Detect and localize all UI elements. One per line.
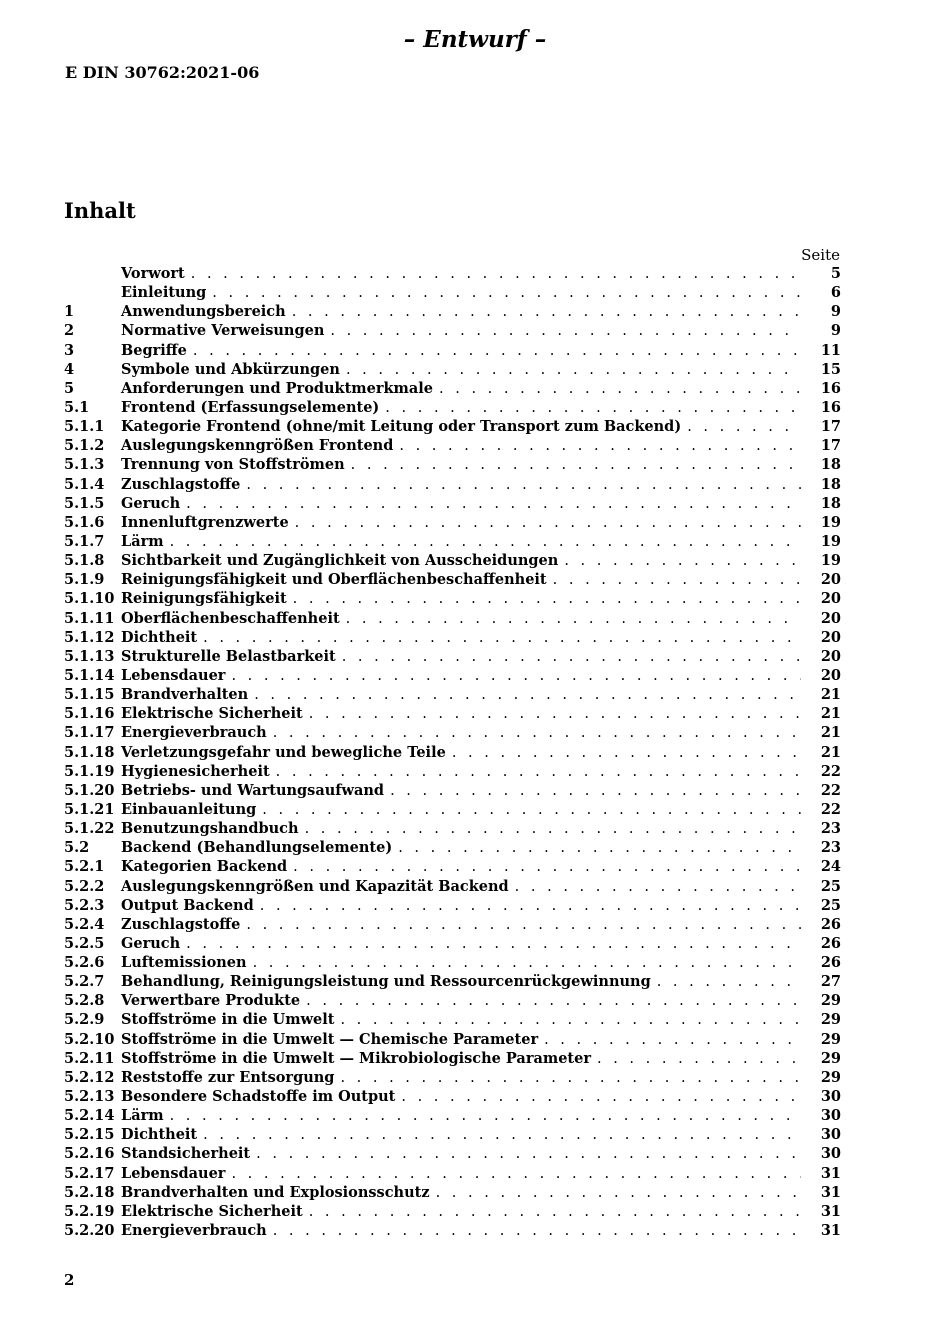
toc-entry-title: Output Backend — [121, 896, 254, 914]
toc-entry[interactable] — [64, 782, 841, 801]
dot-leader — [246, 917, 801, 933]
toc-entry-page: 20 — [820, 647, 841, 665]
toc-entry-title: Dichtheit — [121, 1126, 198, 1144]
dot-leader — [346, 611, 801, 627]
dot-leader — [170, 534, 801, 550]
toc-entry-page: 17 — [820, 418, 841, 436]
toc-entry[interactable] — [64, 418, 841, 437]
toc-entry-page: 26 — [820, 934, 841, 952]
toc-entry[interactable] — [64, 954, 841, 973]
toc-entry-page: 29 — [820, 1068, 841, 1086]
dot-leader — [342, 649, 801, 665]
dot-leader — [340, 1012, 801, 1028]
toc-entry-number: 5.1.7 — [64, 532, 105, 550]
dot-leader — [398, 840, 801, 856]
toc-entry-title: Auslegungskenngrößen und Kapazität Backend — [121, 877, 509, 895]
toc-entry-number: 5.2.10 — [64, 1030, 115, 1048]
dot-leader — [564, 553, 801, 569]
toc-entry-page: 31 — [820, 1183, 841, 1201]
toc-entry[interactable] — [64, 380, 841, 399]
toc-entry[interactable] — [64, 1088, 841, 1107]
dot-leader — [515, 879, 801, 895]
toc-entry-number: 5.2.4 — [64, 915, 105, 933]
dot-leader — [262, 802, 801, 818]
dot-leader — [295, 515, 801, 531]
table-of-contents — [64, 265, 841, 1241]
toc-entry[interactable] — [64, 533, 841, 552]
toc-entry-title: Hygienesicherheit — [121, 762, 270, 780]
toc-entry[interactable] — [64, 284, 841, 303]
toc-entry-page: 29 — [820, 1011, 841, 1029]
toc-entry[interactable] — [64, 992, 841, 1011]
toc-entry-number: 5.2.11 — [64, 1049, 115, 1067]
toc-entry-title: Einbauanleitung — [121, 800, 257, 818]
toc-entry-number: 5.1.19 — [64, 762, 115, 780]
toc-entry-title: Luftemissionen — [121, 954, 247, 972]
toc-entry-title: Reststoffe zur Entsorgung — [121, 1068, 335, 1086]
toc-entry-title: Stoffströme in die Umwelt — [121, 1011, 335, 1029]
toc-entry-number: 5.1.5 — [64, 494, 105, 512]
toc-entry[interactable] — [64, 820, 841, 839]
dot-leader — [191, 266, 801, 282]
toc-entry-page: 19 — [820, 532, 841, 550]
toc-entry[interactable] — [64, 437, 841, 456]
toc-entry-page: 30 — [820, 1126, 841, 1144]
toc-entry-title: Kategorien Backend — [121, 858, 288, 876]
dot-leader — [193, 343, 801, 359]
toc-entry-title: Brandverhalten — [121, 686, 249, 704]
toc-entry-title: Sichtbarkeit und Zugänglichkeit von Ausscheidungen — [121, 552, 559, 570]
toc-entry-number: 5.1.3 — [64, 456, 105, 474]
toc-entry-title: Verletzungsgefahr und bewegliche Teile — [121, 743, 446, 761]
toc-entry[interactable] — [64, 610, 841, 629]
toc-entry[interactable] — [64, 399, 841, 418]
toc-entry-page: 16 — [820, 398, 841, 416]
toc-entry-title: Anwendungsbereich — [121, 303, 286, 321]
toc-entry-title: Symbole und Abkürzungen — [121, 360, 340, 378]
toc-entry-title: Verwertbare Produkte — [121, 992, 301, 1010]
toc-entry-page: 20 — [820, 571, 841, 589]
dot-leader — [273, 1223, 801, 1239]
toc-entry-title: Elektrische Sicherheit — [121, 1202, 303, 1220]
toc-entry-page: 31 — [820, 1222, 841, 1240]
toc-entry-number: 5.1.10 — [64, 590, 115, 608]
toc-entry-page: 30 — [820, 1088, 841, 1106]
dot-leader — [436, 1185, 801, 1201]
dot-leader — [203, 1127, 801, 1143]
toc-entry-page: 26 — [820, 954, 841, 972]
dot-leader — [260, 898, 801, 914]
toc-entry[interactable] — [64, 1165, 841, 1184]
dot-leader — [385, 400, 801, 416]
toc-entry-number: 5.2.14 — [64, 1107, 115, 1125]
toc-entry-page: 16 — [820, 379, 841, 397]
dot-leader — [597, 1051, 801, 1067]
dot-leader — [293, 591, 801, 607]
toc-entry-title: Stoffströme in die Umwelt — Mikrobiologische Parameter — [121, 1049, 591, 1067]
dot-leader — [346, 362, 801, 378]
toc-entry-page: 20 — [820, 666, 841, 684]
dot-leader — [351, 457, 801, 473]
toc-entry[interactable] — [64, 1184, 841, 1203]
toc-entry[interactable] — [64, 476, 841, 495]
toc-entry-title: Brandverhalten und Explosionsschutz — [121, 1183, 430, 1201]
dot-leader — [186, 496, 801, 512]
toc-entry-number: 5.1.11 — [64, 609, 115, 627]
dot-leader — [231, 1166, 801, 1182]
toc-entry-title: Anforderungen und Produktmerkmale — [121, 379, 434, 397]
dot-leader — [390, 783, 801, 799]
dot-leader — [687, 419, 801, 435]
toc-entry-number: 5.2.12 — [64, 1068, 115, 1086]
toc-entry-page: 18 — [820, 475, 841, 493]
dot-leader — [544, 1032, 801, 1048]
toc-entry-title: Stoffströme in die Umwelt — Chemische Parameter — [121, 1030, 539, 1048]
toc-entry-number: 5.1.16 — [64, 705, 115, 723]
toc-entry-number: 4 — [64, 360, 75, 378]
toc-entry[interactable] — [64, 801, 841, 820]
toc-entry-number: 5.1.12 — [64, 628, 115, 646]
toc-entry-number: 5.1.17 — [64, 724, 115, 742]
toc-entry-page: 20 — [820, 590, 841, 608]
dot-leader — [657, 974, 801, 990]
toc-entry[interactable] — [64, 916, 841, 935]
toc-entry[interactable] — [64, 629, 841, 648]
dot-leader — [330, 323, 801, 339]
toc-entry-number: 5.2.20 — [64, 1222, 115, 1240]
toc-entry[interactable] — [64, 1031, 841, 1050]
toc-entry[interactable] — [64, 724, 841, 743]
toc-entry-number: 5.1.8 — [64, 552, 105, 570]
dot-leader — [246, 477, 801, 493]
toc-entry[interactable] — [64, 265, 841, 284]
toc-entry-title: Reinigungsfähigkeit — [121, 590, 287, 608]
toc-entry-number: 5.1.2 — [64, 437, 105, 455]
toc-entry-page: 11 — [820, 341, 841, 359]
toc-entry-page: 21 — [820, 686, 841, 704]
toc-entry-title: Besondere Schadstoffe im Output — [121, 1088, 396, 1106]
toc-entry[interactable] — [64, 495, 841, 514]
toc-entry-page: 29 — [820, 1049, 841, 1067]
toc-entry-title: Energieverbrauch — [121, 1222, 267, 1240]
toc-entry-number: 5.2.16 — [64, 1145, 115, 1163]
toc-entry-page: 30 — [820, 1145, 841, 1163]
toc-entry-page: 29 — [820, 992, 841, 1010]
toc-entry-number: 5.1.13 — [64, 647, 115, 665]
toc-entry-page: 29 — [820, 1030, 841, 1048]
toc-entry-number: 1 — [64, 303, 75, 321]
toc-entry-page: 22 — [820, 781, 841, 799]
toc-entry[interactable] — [64, 1203, 841, 1222]
toc-entry-title: Einleitung — [121, 284, 207, 302]
dot-leader — [203, 630, 801, 646]
toc-entry-title: Lebensdauer — [121, 666, 226, 684]
toc-entry[interactable] — [64, 1126, 841, 1145]
toc-entry-number: 5.2.18 — [64, 1183, 115, 1201]
toc-entry-title: Geruch — [121, 494, 181, 512]
dot-leader — [170, 1108, 801, 1124]
toc-entry-page: 21 — [820, 705, 841, 723]
toc-entry-title: Standsicherheit — [121, 1145, 251, 1163]
toc-entry-number: 5.2.19 — [64, 1202, 115, 1220]
toc-entry[interactable] — [64, 514, 841, 533]
toc-entry-page: 23 — [820, 820, 841, 838]
toc-entry[interactable] — [64, 667, 841, 686]
toc-entry-title: Zuschlagstoffe — [121, 475, 241, 493]
toc-entry[interactable] — [64, 361, 841, 380]
toc-entry-title: Lebensdauer — [121, 1164, 226, 1182]
dot-leader — [439, 381, 801, 397]
toc-entry-title: Benutzungshandbuch — [121, 820, 299, 838]
toc-entry[interactable] — [64, 1069, 841, 1088]
toc-heading: Inhalt — [64, 198, 136, 223]
dot-leader — [309, 1204, 801, 1220]
toc-entry-title: Kategorie Frontend (ohne/mit Leitung oder Transport zum Backend) — [121, 418, 682, 436]
toc-entry-number: 5.2.17 — [64, 1164, 115, 1182]
toc-entry-page: 31 — [820, 1164, 841, 1182]
toc-entry-number: 5.1.15 — [64, 686, 115, 704]
toc-entry-title: Elektrische Sicherheit — [121, 705, 303, 723]
toc-entry[interactable] — [64, 686, 841, 705]
toc-entry[interactable] — [64, 878, 841, 897]
toc-entry-title: Normative Verweisungen — [121, 322, 325, 340]
toc-entry-number: 5.2.7 — [64, 973, 105, 991]
toc-entry-number: 5.2.5 — [64, 934, 105, 952]
toc-entry[interactable] — [64, 648, 841, 667]
document-id: E DIN 30762:2021-06 — [65, 63, 260, 82]
dot-leader — [306, 993, 801, 1009]
draft-label: – Entwurf – — [403, 26, 547, 53]
toc-entry-number: 2 — [64, 322, 75, 340]
toc-entry[interactable] — [64, 1011, 841, 1030]
toc-entry[interactable] — [64, 342, 841, 361]
toc-entry-title: Betriebs- und Wartungsaufwand — [121, 781, 385, 799]
toc-entry-page: 22 — [820, 800, 841, 818]
toc-entry[interactable] — [64, 897, 841, 916]
toc-entry-page: 30 — [820, 1107, 841, 1125]
toc-entry[interactable] — [64, 839, 841, 858]
toc-entry-page: 25 — [820, 896, 841, 914]
toc-entry-title: Lärm — [121, 532, 164, 550]
toc-entry-title: Begriffe — [121, 341, 187, 359]
toc-entry-number: 5.2.8 — [64, 992, 105, 1010]
toc-entry-title: Auslegungskenngrößen Frontend — [121, 437, 394, 455]
dot-leader — [231, 668, 801, 684]
page-number: 2 — [64, 1271, 75, 1289]
toc-entry-number: 5.2.9 — [64, 1011, 105, 1029]
dot-leader — [256, 1146, 801, 1162]
toc-entry-page: 19 — [820, 513, 841, 531]
toc-entry[interactable] — [64, 858, 841, 877]
toc-entry-number: 5.2.6 — [64, 954, 105, 972]
toc-entry-title: Reinigungsfähigkeit und Oberflächenbeschaffenheit — [121, 571, 547, 589]
toc-entry-page: 19 — [820, 552, 841, 570]
toc-entry-number: 5.1.1 — [64, 418, 105, 436]
toc-entry-page: 22 — [820, 762, 841, 780]
toc-entry-page: 18 — [820, 494, 841, 512]
toc-entry[interactable] — [64, 1145, 841, 1164]
toc-entry-title: Behandlung, Reinigungsleistung und Ressourcenrückgewinnung — [121, 973, 651, 991]
toc-entry[interactable] — [64, 763, 841, 782]
toc-entry-title: Energieverbrauch — [121, 724, 267, 742]
toc-entry-number: 3 — [64, 341, 75, 359]
toc-entry-page: 15 — [820, 360, 841, 378]
toc-entry[interactable] — [64, 303, 841, 322]
toc-entry-number: 5.2.15 — [64, 1126, 115, 1144]
toc-entry-page: 26 — [820, 915, 841, 933]
toc-entry[interactable] — [64, 552, 841, 571]
dot-leader — [452, 745, 801, 761]
toc-entry-title: Lärm — [121, 1107, 164, 1125]
toc-entry[interactable] — [64, 1222, 841, 1241]
toc-entry-number: 5.2.2 — [64, 877, 105, 895]
toc-entry-number: 5.1.9 — [64, 571, 105, 589]
toc-entry-page: 18 — [820, 456, 841, 474]
toc-entry[interactable] — [64, 1050, 841, 1069]
toc-entry-page: 21 — [820, 724, 841, 742]
toc-entry-number: 5.1.4 — [64, 475, 105, 493]
dot-leader — [305, 821, 801, 837]
dot-leader — [553, 572, 801, 588]
toc-entry-title: Strukturelle Belastbarkeit — [121, 647, 336, 665]
toc-entry-number: 5.1.21 — [64, 800, 115, 818]
toc-entry[interactable] — [64, 705, 841, 724]
toc-entry-title: Geruch — [121, 934, 181, 952]
toc-entry-number: 5.1.14 — [64, 666, 115, 684]
toc-entry-page: 6 — [830, 284, 841, 302]
toc-entry[interactable] — [64, 456, 841, 475]
toc-entry-page: 25 — [820, 877, 841, 895]
toc-entry-page: 24 — [820, 858, 841, 876]
toc-entry-number: 5.1.20 — [64, 781, 115, 799]
dot-leader — [399, 438, 801, 454]
toc-entry-title: Innenluftgrenzwerte — [121, 513, 289, 531]
dot-leader — [292, 304, 801, 320]
toc-entry[interactable] — [64, 973, 841, 992]
dot-leader — [186, 936, 801, 952]
toc-entry[interactable] — [64, 590, 841, 609]
toc-entry[interactable] — [64, 322, 841, 341]
toc-entry-number: 5.2 — [64, 839, 90, 857]
dot-leader — [401, 1089, 801, 1105]
dot-leader — [253, 955, 801, 971]
toc-entry-number: 5.2.13 — [64, 1088, 115, 1106]
toc-entry-number: 5.1.22 — [64, 820, 115, 838]
toc-entry[interactable] — [64, 571, 841, 590]
toc-entry-title: Trennung von Stoffströmen — [121, 456, 345, 474]
dot-leader — [273, 725, 801, 741]
toc-entry-number: 5.1.18 — [64, 743, 115, 761]
toc-entry-page: 20 — [820, 609, 841, 627]
toc-entry-number: 5 — [64, 379, 75, 397]
toc-entry-number: 5.2.3 — [64, 896, 105, 914]
dot-leader — [309, 706, 801, 722]
toc-entry[interactable] — [64, 935, 841, 954]
dot-leader — [212, 285, 801, 301]
toc-entry-page: 9 — [830, 322, 841, 340]
toc-entry-title: Backend (Behandlungselemente) — [121, 839, 393, 857]
toc-entry-title: Vorwort — [121, 265, 185, 282]
toc-entry-number: 5.1.6 — [64, 513, 105, 531]
toc-entry-title: Frontend (Erfassungselemente) — [121, 398, 380, 416]
toc-entry[interactable] — [64, 744, 841, 763]
dot-leader — [254, 687, 801, 703]
toc-entry-page: 27 — [820, 973, 841, 991]
dot-leader — [340, 1070, 801, 1086]
dot-leader — [276, 764, 801, 780]
toc-entry-number: 5.1 — [64, 398, 90, 416]
page-column-label: Seite — [801, 246, 840, 264]
toc-entry-title: Dichtheit — [121, 628, 198, 646]
toc-entry-page: 21 — [820, 743, 841, 761]
toc-entry-number: 5.2.1 — [64, 858, 105, 876]
toc-entry-page: 31 — [820, 1202, 841, 1220]
dot-leader — [293, 859, 801, 875]
toc-entry-title: Zuschlagstoffe — [121, 915, 241, 933]
toc-entry-title: Oberflächenbeschaffenheit — [121, 609, 340, 627]
toc-entry[interactable] — [64, 1107, 841, 1126]
toc-entry-page: 5 — [830, 265, 841, 282]
toc-entry-page: 9 — [830, 303, 841, 321]
toc-entry-page: 20 — [820, 628, 841, 646]
toc-entry-page: 17 — [820, 437, 841, 455]
toc-entry-page: 23 — [820, 839, 841, 857]
